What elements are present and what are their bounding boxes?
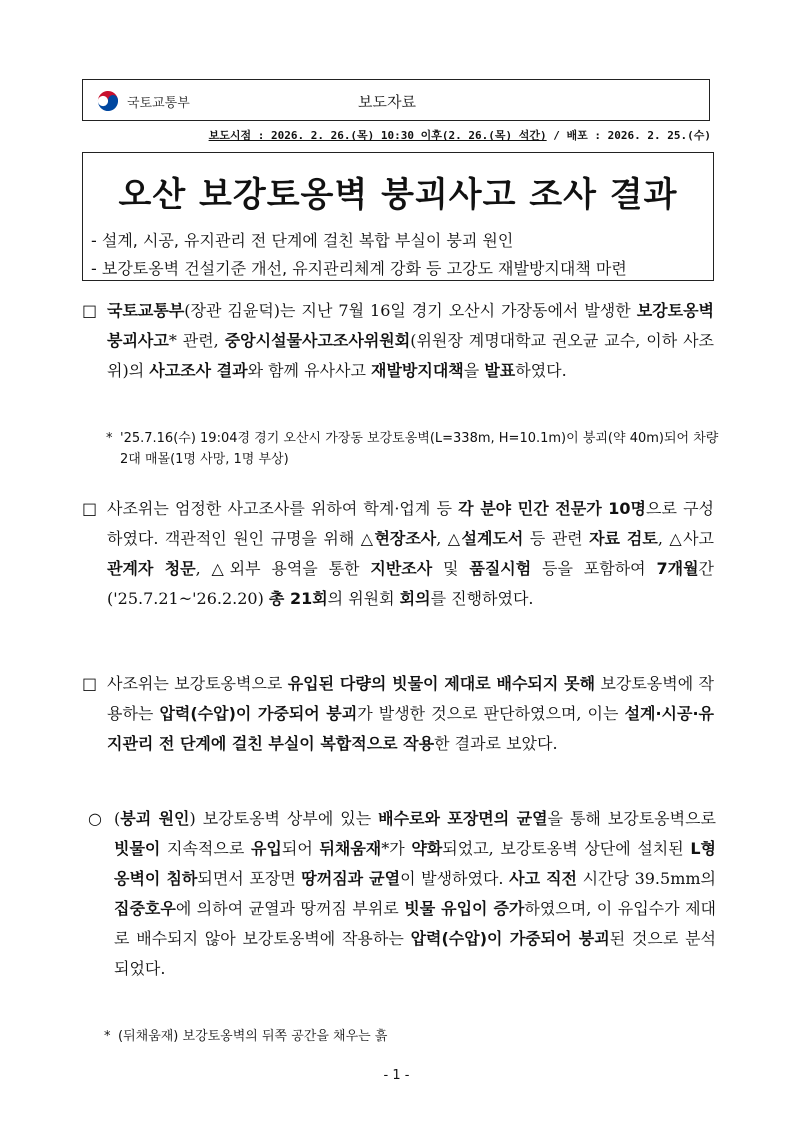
text: 하였으며, 이 유입수가 제대로 배수되지 않아 보강토옹벽에 작용하는: [114, 899, 716, 948]
text-bold: 회의: [399, 589, 431, 608]
paragraph-4-text: [114, 804, 716, 984]
release-separator: /: [546, 129, 567, 142]
text-bold: 땅꺼짐과 균열: [301, 869, 401, 888]
text: 지속적으로: [160, 839, 251, 858]
text-bold: 압력(수압)이 가중되어 붕괴: [159, 704, 358, 723]
paragraph-4: [88, 804, 716, 984]
footnote-2: [104, 1026, 724, 1047]
text: 으로 구성하였다. 객관적인 원인 규명을 위해 △: [107, 499, 714, 548]
text: , △: [436, 529, 462, 548]
text: (: [114, 809, 121, 828]
text-bold: 빗물이: [114, 839, 161, 858]
text: 시간당 39.5mm의: [577, 869, 716, 888]
text-bold: 지반조사: [370, 559, 433, 578]
text-bold: 사고조사 결과: [149, 361, 248, 380]
text-bold: 유입된 다량의 빗물이 제대로 배수되지 못해: [287, 674, 596, 693]
text: 가 발생한 것으로 판단하였으며, 이는: [357, 704, 625, 723]
text: 되어: [281, 839, 320, 858]
paragraph-2: [82, 494, 714, 614]
paragraph-2-text: [107, 494, 714, 614]
text: 이 발생하였다.: [400, 869, 510, 888]
release-info: [209, 127, 711, 143]
text-bold: 품질시험: [469, 559, 532, 578]
text: 하였다.: [515, 361, 567, 380]
square-bullet: □: [82, 301, 98, 320]
text: 되었고, 보강토옹벽 상단에 설치된: [442, 839, 691, 858]
text-bold: L형 옹벽이 침하: [114, 839, 717, 888]
text: 등 관련: [523, 529, 590, 548]
text: 을 통해 보강토옹벽으로: [547, 809, 717, 828]
text: 을: [463, 361, 485, 380]
text-bold: 관계자 청문: [107, 559, 196, 578]
square-bullet: □: [82, 499, 98, 518]
text-bold: 7개월: [656, 559, 699, 578]
paragraph-1: [82, 296, 714, 386]
text-bold: 총 21회: [268, 589, 328, 608]
text-bold: 집중호우: [114, 899, 176, 918]
text: 에 의하여 균열과 땅꺼짐 부위로: [175, 899, 405, 918]
release-time: 보도시점 : 2026. 2. 26.(목) 10:30 이후(2. 26.(목) 석간): [208, 129, 547, 142]
text: 와 함께 유사사고: [247, 361, 372, 380]
square-bullet: □: [82, 674, 98, 693]
text: , △사고: [657, 529, 714, 548]
text-bold: 중앙시설물사고조사위원회: [224, 331, 411, 350]
text: 의 위원회: [327, 589, 400, 608]
text: (위원장 계명대학교 권오균 교수, 이하 사조위)의: [107, 331, 714, 380]
paragraph-1-text: [107, 296, 714, 386]
text-bold: 압력(수압)이 가중되어 붕괴: [410, 929, 610, 948]
text-bold: 설계·시공·유지관리 전 단계에 걸친 부실이 복합적으로 작용: [107, 704, 714, 753]
text-bold: 사고 직전: [509, 869, 578, 888]
footnote-star: *: [104, 1029, 111, 1044]
text: 되면서 포장면: [197, 869, 302, 888]
text: * 관련,: [168, 331, 225, 350]
taegeuk-logo-icon: [95, 88, 121, 114]
text: 사조위는 보강토옹벽으로: [107, 674, 288, 693]
text: 보강토옹벽에 작용하는: [107, 674, 714, 723]
header-box: [82, 79, 710, 121]
distribution-date: 배포 : 2026. 2. 25.(수): [566, 129, 711, 142]
text: 사조위는 엄정한 사고조사를 위하여 학계·업계 등: [107, 499, 459, 518]
footnote-1-text: '25.7.16(수) 19:04경 경기 오산시 가장동 보강토옹벽(L=338m, H=10.1m)이 붕괴(약 40m)되어 차량 2대 매몰(1명 사망, 1명 부상): [120, 431, 719, 467]
subtitle-2: - 보강토옹벽 건설기준 개선, 유지관리체계 강화 등 고강도 재발방지대책 마련: [91, 259, 627, 278]
subtitle-1: - 설계, 시공, 유지관리 전 단계에 걸친 복합 부실이 붕괴 원인: [91, 231, 514, 250]
text-bold: 국토교통부: [107, 301, 185, 320]
footnote-star: *: [106, 431, 113, 446]
text-bold: 빗물 유입이 증가: [404, 899, 525, 918]
text-bold: 발표: [484, 361, 516, 380]
text: 를 진행하였다.: [430, 589, 534, 608]
text: 간('25.7.21~'26.2.20): [107, 559, 714, 608]
title-box: [82, 152, 714, 281]
document-type: 보도자료: [358, 93, 416, 111]
text: (장관 김윤덕)는 지난 7월 16일 경기 오산시 가장동에서 발생한: [184, 301, 637, 320]
paragraph-3-text: [107, 669, 714, 759]
footnote-2-text: (뒤채움재) 보강토옹벽의 뒤쪽 공간을 채우는 흙: [118, 1029, 388, 1044]
page-number: - 1 -: [383, 1068, 410, 1083]
text-bold: 재발방지대책: [371, 361, 464, 380]
text-bold: 배수로와 포장면의 균열: [378, 809, 548, 828]
text: 된 것으로 분석되었다.: [114, 929, 716, 978]
text-bold: 뒤채움재: [319, 839, 382, 858]
text-bold: 붕괴 원인: [120, 809, 190, 828]
paragraph-3: [82, 669, 714, 759]
text-bold: 유입: [250, 839, 282, 858]
main-title: 오산 보강토옹벽 붕괴사고 조사 결과: [118, 175, 678, 215]
text-bold: 현장조사: [374, 529, 437, 548]
text-bold: 약화: [411, 839, 443, 858]
ministry-name: 국토교통부: [127, 96, 190, 111]
text: 등을 포함하여: [531, 559, 657, 578]
text-bold: 자료 검토: [589, 529, 658, 548]
text: , △외부 용역을 통한: [195, 559, 371, 578]
text-bold: 설계도서: [461, 529, 524, 548]
text-bold: 보강토옹벽 붕괴사고: [107, 301, 714, 350]
footnote-1: [106, 428, 726, 470]
text: 한 결과로 보았다.: [434, 734, 558, 753]
text: *가: [381, 839, 412, 858]
text-bold: 각 분야 민간 전문가 10명: [458, 499, 647, 518]
circle-bullet: ○: [88, 809, 102, 828]
text: 및: [432, 559, 470, 578]
text: ) 보강토옹벽 상부에 있는: [189, 809, 379, 828]
